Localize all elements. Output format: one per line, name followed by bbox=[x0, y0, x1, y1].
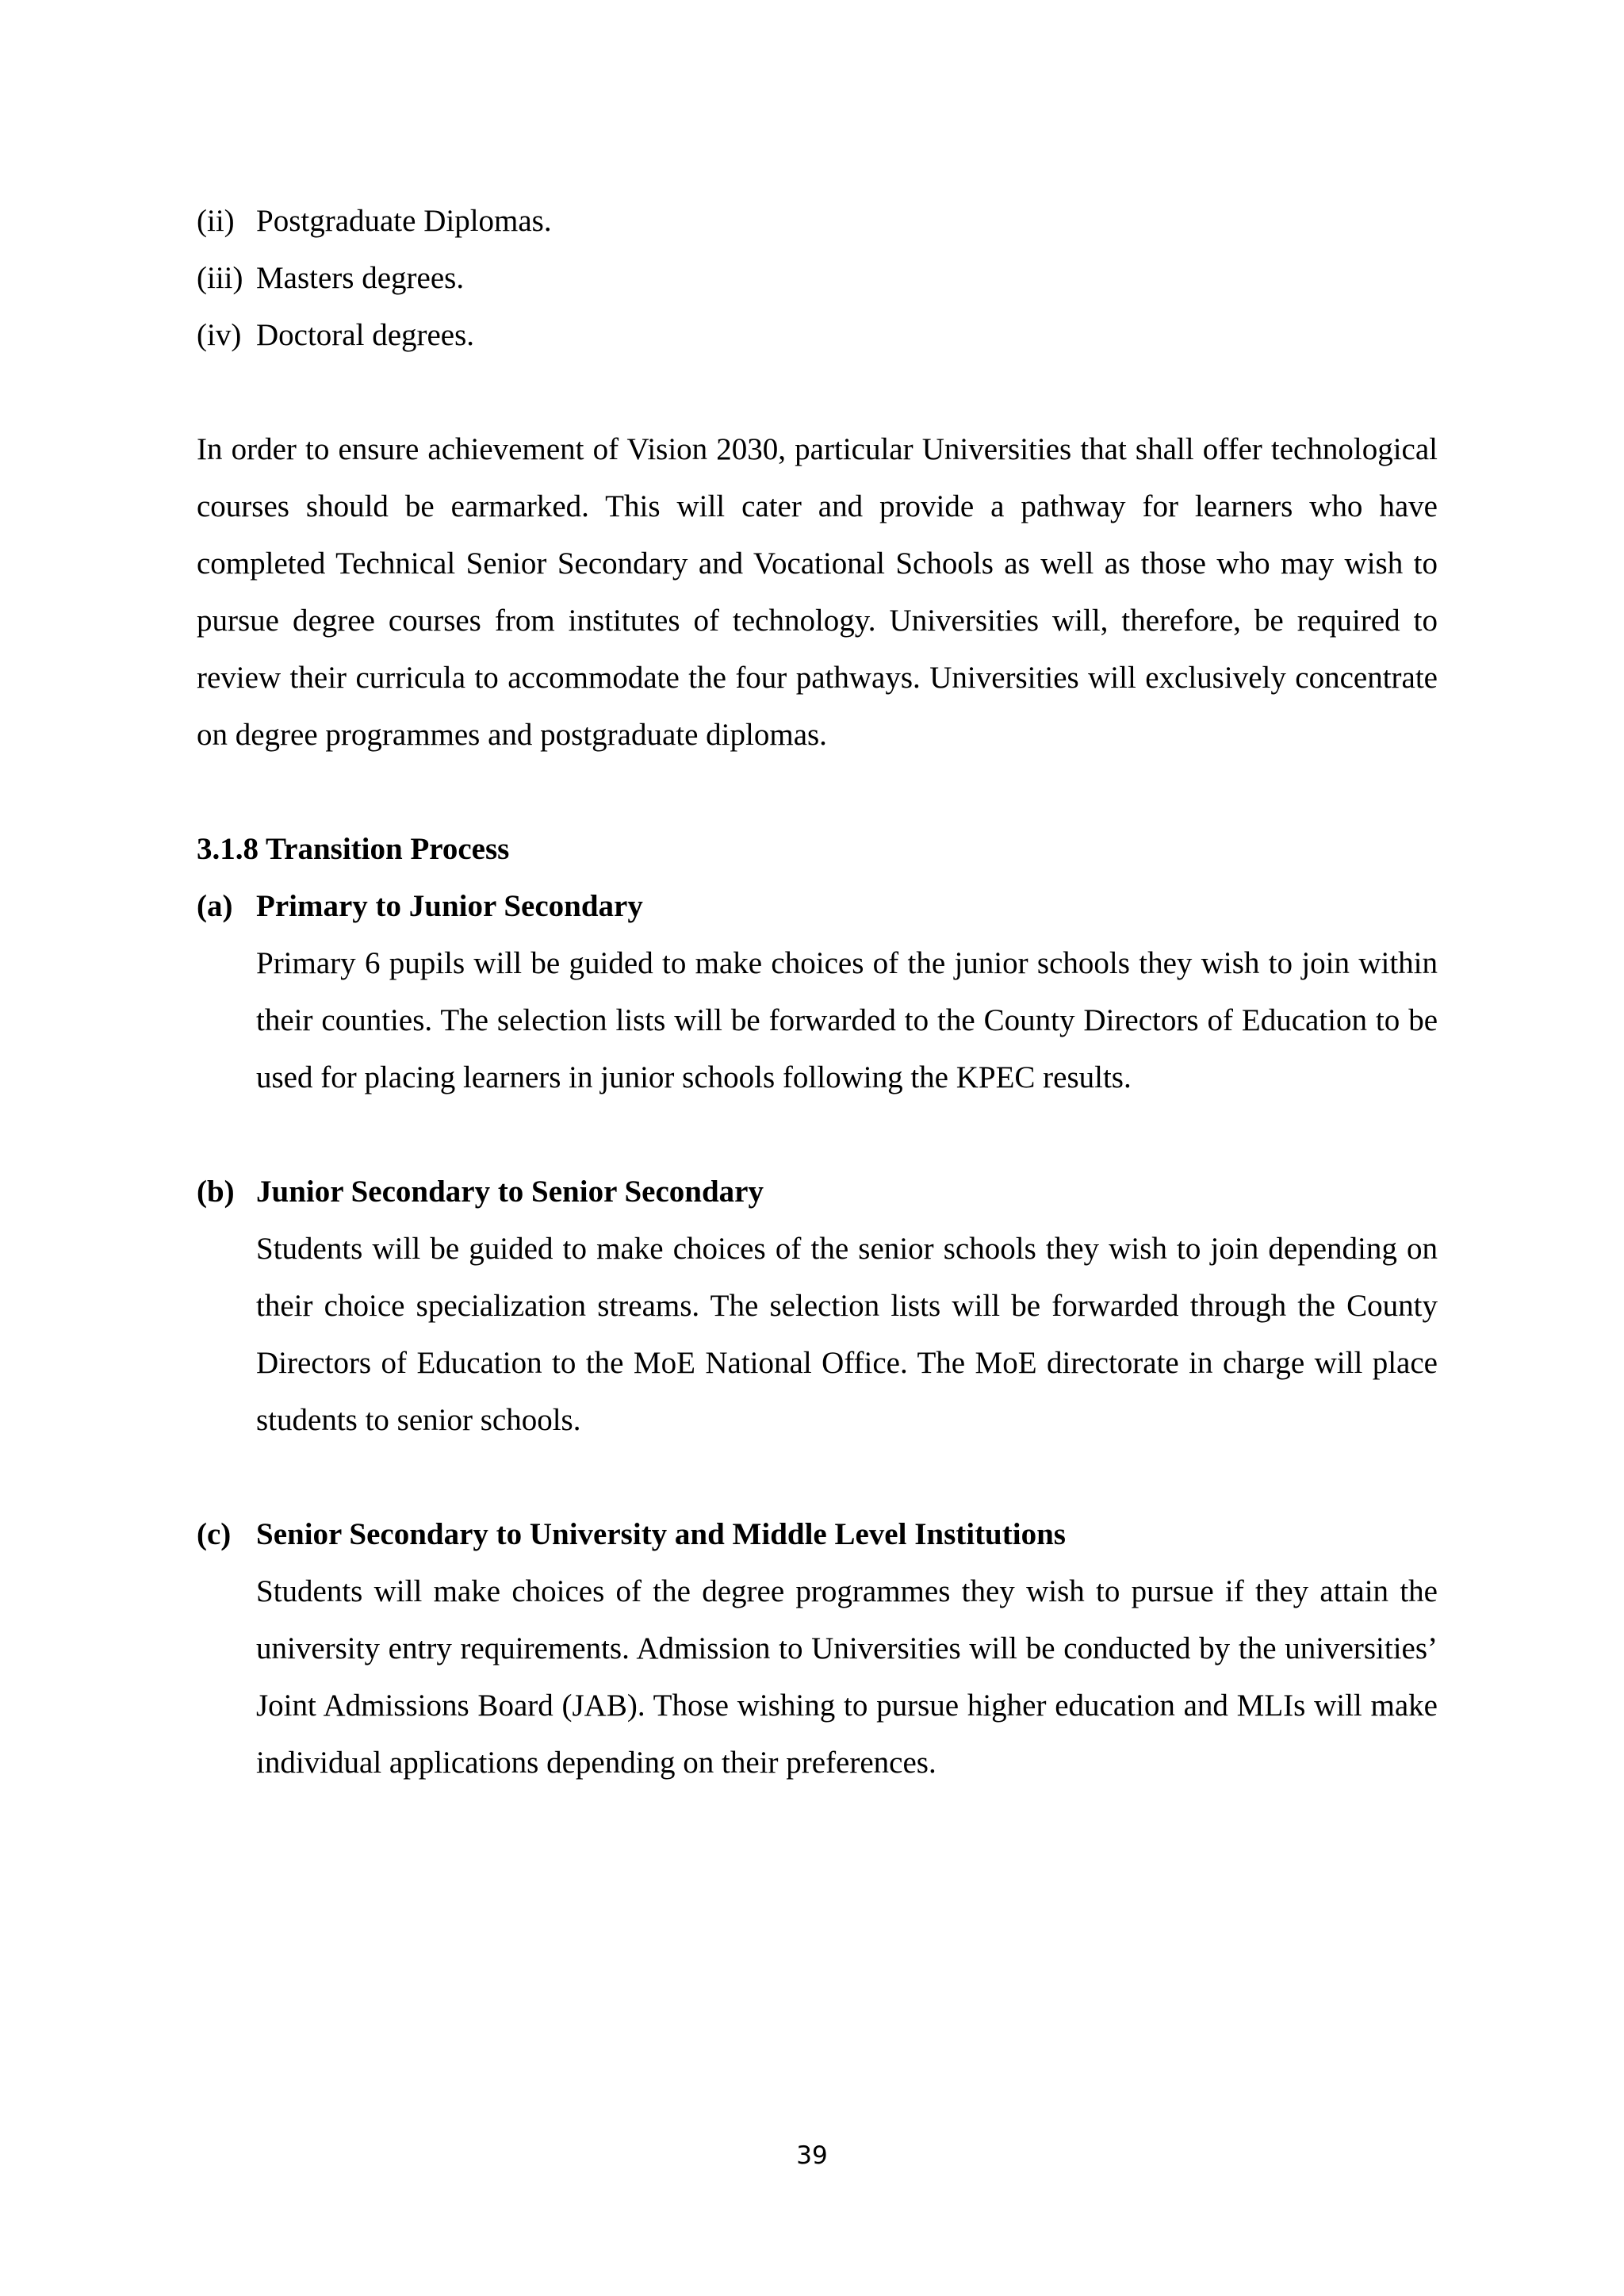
subsection-title: Junior Secondary to Senior Secondary bbox=[256, 1175, 764, 1209]
list-item bbox=[197, 250, 1438, 307]
list-item-text: Masters degrees. bbox=[256, 261, 465, 295]
list-item bbox=[197, 193, 1438, 250]
subsection-heading bbox=[197, 878, 1438, 935]
page-number: 39 bbox=[796, 2141, 828, 2170]
list-marker: (iv) bbox=[197, 318, 242, 352]
subsection-a bbox=[197, 878, 1438, 1106]
subsection-marker: (a) bbox=[197, 889, 233, 923]
list-marker: (ii) bbox=[197, 204, 235, 238]
subsection-title: Primary to Junior Secondary bbox=[256, 889, 643, 923]
spacer bbox=[197, 364, 1438, 421]
subsection-b bbox=[197, 1163, 1438, 1449]
page-content bbox=[197, 193, 1438, 1792]
subsection-c bbox=[197, 1506, 1438, 1792]
subsection-body: Students will be guided to make choices of the senior schools they wish to join depending on their choice specialization streams. The selection lists will be forwarded through the County Directors of Education to the MoE National Office. The MoE directorate in charge will place students to senior schools. bbox=[256, 1232, 1438, 1437]
list-item-text: Doctoral degrees. bbox=[256, 318, 475, 352]
list-item bbox=[197, 307, 1438, 364]
subsection-heading bbox=[197, 1163, 1438, 1221]
subsection-heading bbox=[197, 1506, 1438, 1563]
list-marker: (iii) bbox=[197, 261, 243, 295]
subsection-marker: (b) bbox=[197, 1175, 235, 1209]
subsection-marker: (c) bbox=[197, 1517, 232, 1551]
spacer bbox=[197, 1106, 1438, 1163]
subsection-body: Primary 6 pupils will be guided to make choices of the junior schools they wish to join within their counties. The selection lists will be forwarded to the County Directors of Education to be used for placing learners in junior schools following the KPEC results. bbox=[256, 946, 1438, 1094]
subsection-title: Senior Secondary to University and Middle Level Institutions bbox=[256, 1517, 1066, 1551]
intro-paragraph: In order to ensure achievement of Vision 2030, particular Universities that shall offer technological courses should be earmarked. This will cater and provide a pathway for learners who have completed Technical Senior Secondary and Vocational Schools as well as those who may wish to pursue degree courses from institutes of technology. Universities will, therefore, be required to review their curricula to accommodate the four pathways. Universities will exclusively concentrate on degree programmes and postgraduate diplomas. bbox=[197, 432, 1438, 752]
spacer bbox=[197, 764, 1438, 821]
spacer bbox=[197, 1449, 1438, 1506]
list-item-text: Postgraduate Diplomas. bbox=[256, 204, 552, 238]
subsection-body: Students will make choices of the degree programmes they wish to pursue if they attain the university entry requirements. Admission to Universities will be conducted by the universities’ Joint Admissions Board (JAB). Those wishing to pursue higher education and MLIs will make individual applications depending on their preferences. bbox=[256, 1574, 1438, 1780]
section-heading: 3.1.8 Transition Process bbox=[197, 832, 510, 866]
degree-list bbox=[197, 193, 1438, 364]
